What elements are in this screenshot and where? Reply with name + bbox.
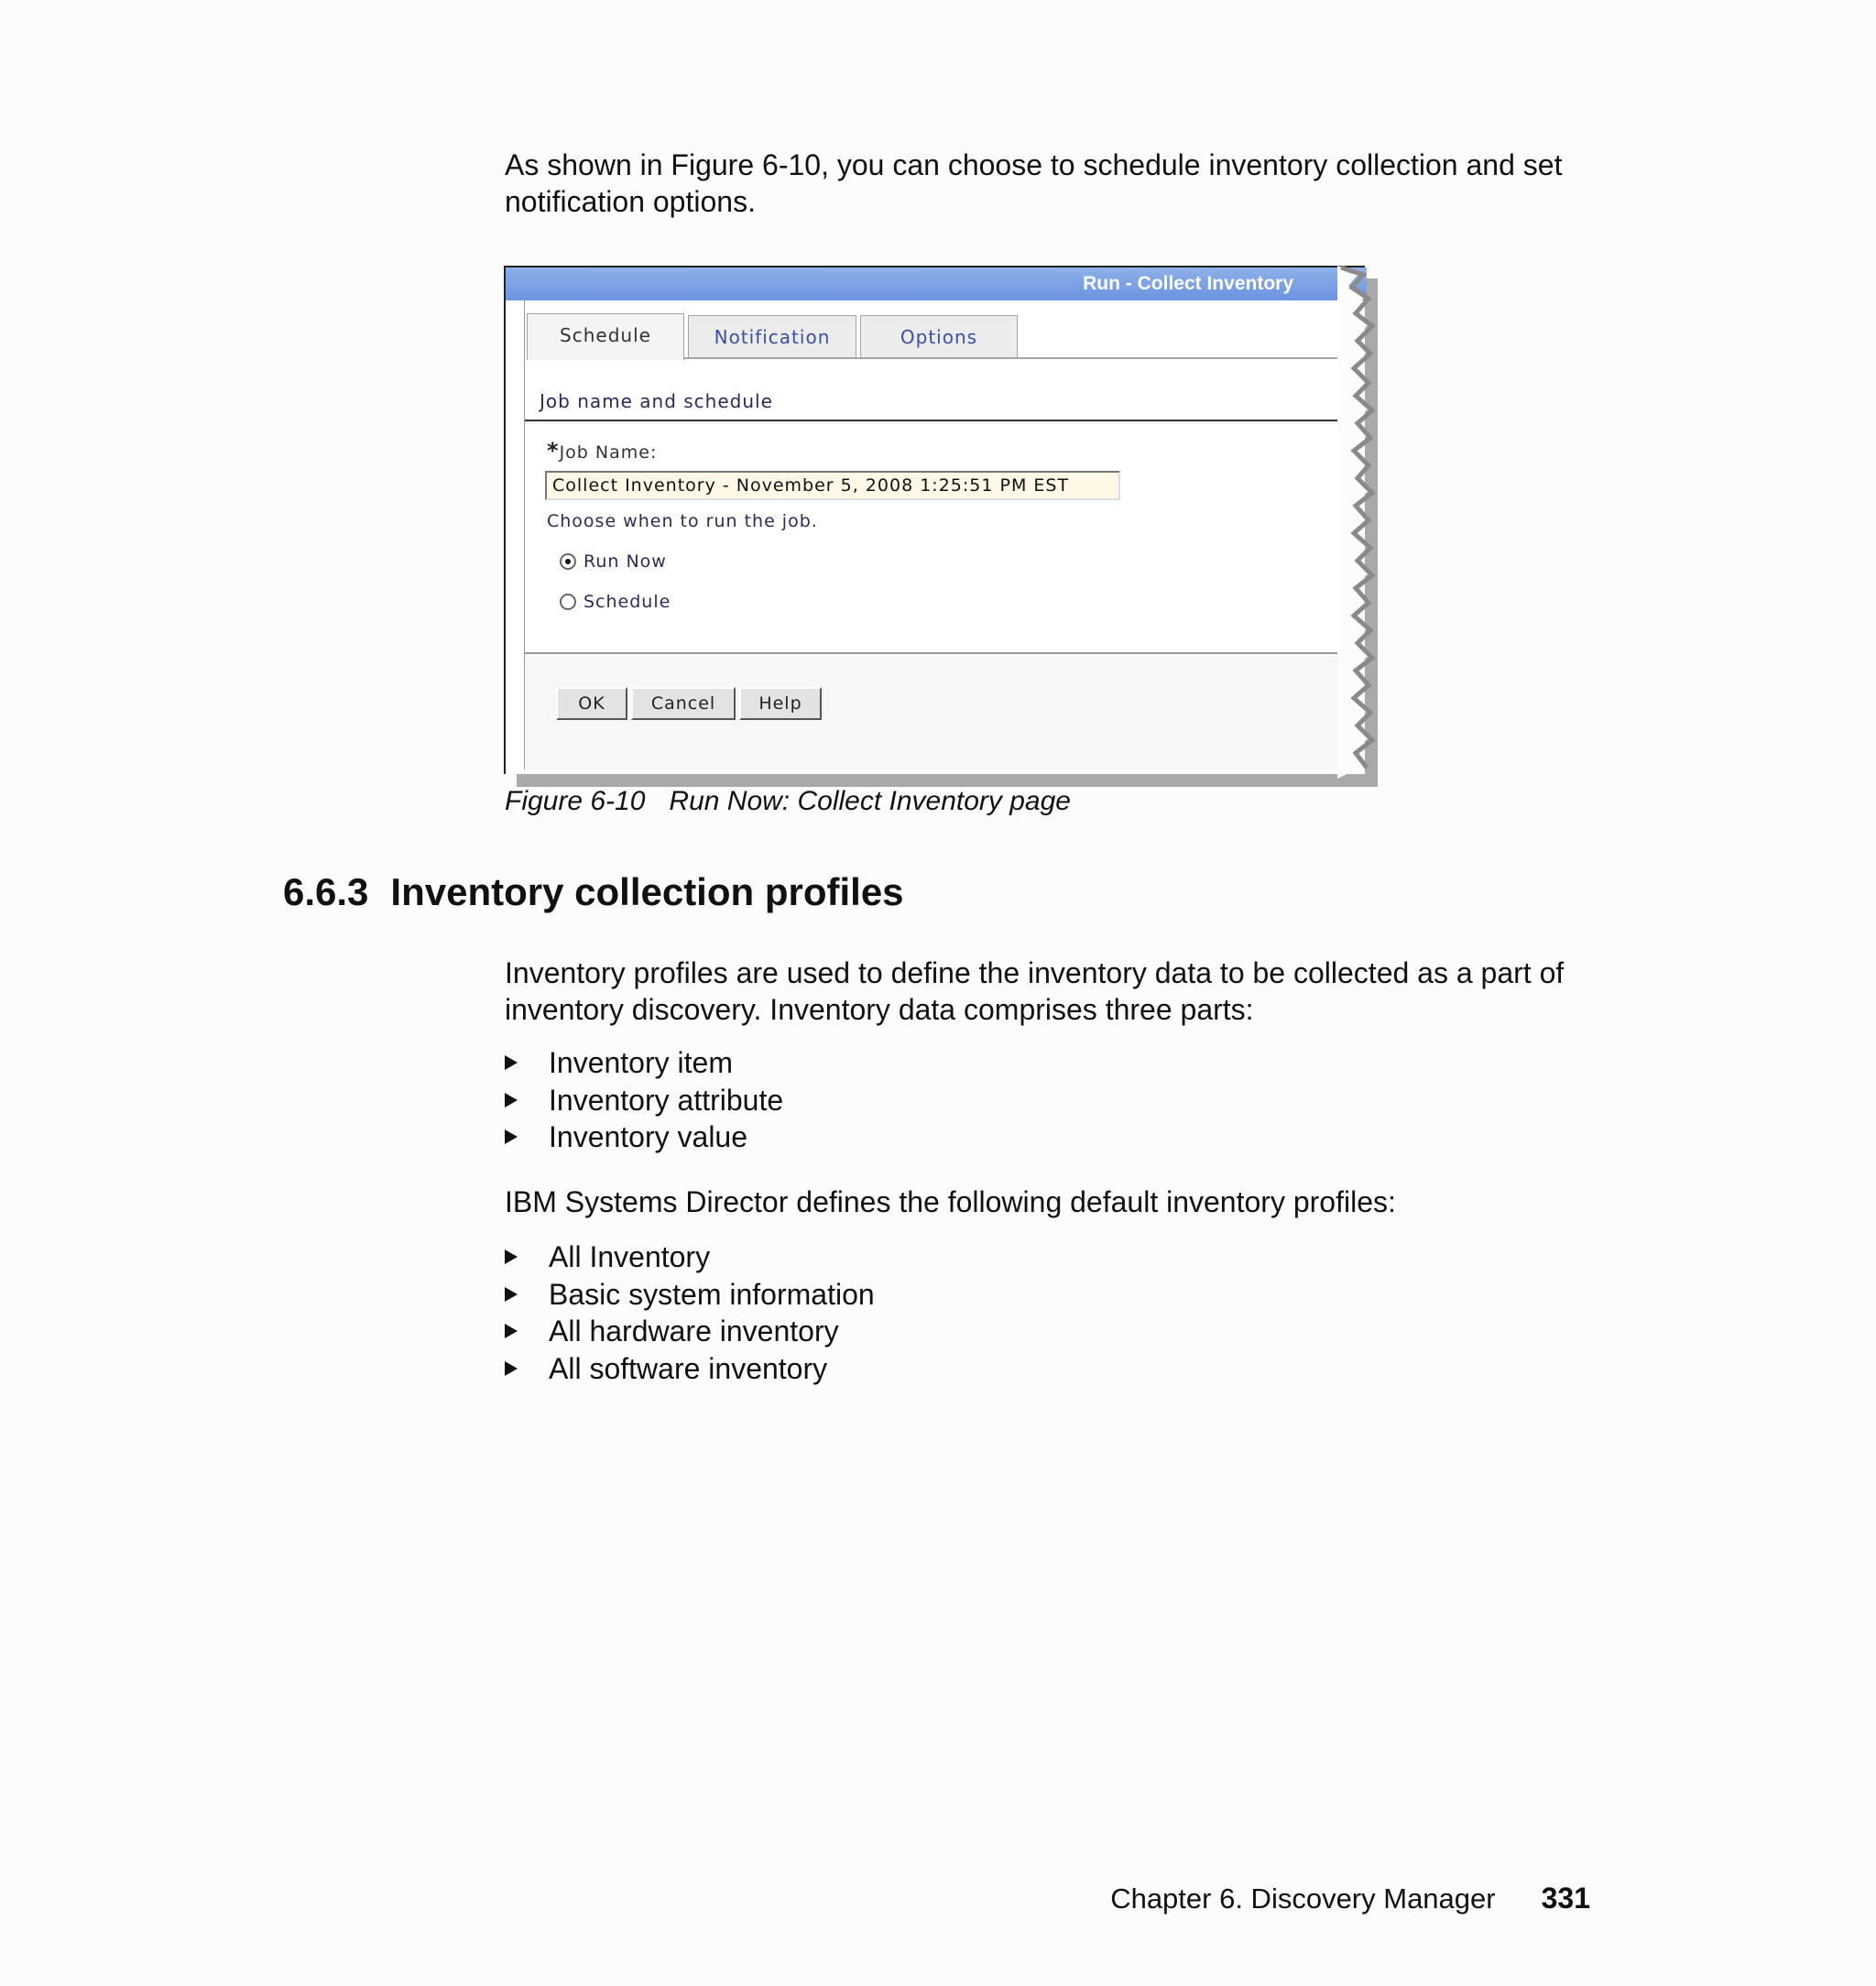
bullet-triangle-icon: [505, 1093, 518, 1108]
job-name-label-text: Job Name:: [559, 442, 658, 463]
list-item: [505, 1239, 875, 1276]
tab-divider: [684, 357, 1349, 359]
tab-notification[interactable]: Notification: [688, 315, 856, 358]
list-item: [505, 1350, 875, 1388]
run-now-radio[interactable]: [560, 553, 576, 570]
list-item-text: All Inventory: [549, 1240, 711, 1273]
bullet-triangle-icon: [505, 1129, 518, 1144]
schedule-label: Schedule: [584, 592, 671, 612]
list-item: [505, 1082, 783, 1119]
collect-inventory-dialog-figure: [504, 266, 1365, 774]
page-footer: [1110, 1882, 1590, 1915]
schedule-radio[interactable]: [560, 594, 576, 610]
list-item: [505, 1044, 783, 1082]
bullet-triangle-icon: [505, 1361, 518, 1376]
dialog-titlebar: [506, 267, 1367, 300]
section-heading: [283, 870, 904, 914]
chapter-title: Chapter 6. Discovery Manager: [1110, 1882, 1496, 1915]
section-divider: [525, 420, 1349, 421]
list-item-text: Inventory attribute: [549, 1083, 784, 1117]
list-item-text: Inventory item: [549, 1046, 733, 1079]
schedule-option[interactable]: [560, 592, 671, 612]
intro-paragraph: As shown in Figure 6-10, you can choose to schedule inventory collection and set notification options.: [505, 148, 1563, 218]
section-heading-text: Inventory collection profiles: [390, 870, 904, 913]
bullet-triangle-icon: [505, 1055, 518, 1070]
section-title: Job name and schedule: [540, 390, 773, 412]
tab-schedule[interactable]: Schedule: [527, 313, 684, 360]
dialog-content: [524, 300, 1349, 769]
button-bar: [525, 652, 1349, 769]
job-name-label: [547, 438, 657, 464]
list-item: [505, 1276, 875, 1314]
cancel-button[interactable]: Cancel: [631, 687, 736, 720]
run-now-label: Run Now: [584, 551, 667, 572]
list-item-text: Basic system information: [549, 1277, 875, 1311]
list-item: [505, 1313, 875, 1350]
bullet-triangle-icon: [505, 1287, 518, 1302]
list-item-text: All hardware inventory: [549, 1315, 839, 1348]
choose-when-text: Choose when to run the job.: [547, 511, 818, 531]
job-name-input[interactable]: [545, 471, 1120, 500]
list-item-text: All software inventory: [549, 1351, 828, 1385]
bullet-triangle-icon: [505, 1249, 518, 1264]
page-number: 331: [1541, 1882, 1590, 1915]
help-button[interactable]: Help: [739, 687, 822, 720]
section-number: 6.6.3: [283, 870, 369, 913]
dialog-title: Run - Collect Inventory: [1083, 273, 1293, 294]
ok-button[interactable]: OK: [556, 687, 627, 720]
bullet-triangle-icon: [505, 1324, 518, 1338]
list-item: [505, 1118, 783, 1156]
default-profiles-paragraph: IBM Systems Director defines the following default inventory profiles:: [505, 1185, 1396, 1218]
figure-number: Figure 6-10: [505, 786, 646, 816]
figure-caption: [505, 786, 1071, 817]
tab-options[interactable]: Options: [860, 315, 1018, 358]
default-profiles-list: [505, 1239, 875, 1387]
torn-edge-decoration: [1337, 266, 1383, 779]
profiles-paragraph: Inventory profiles are used to define the inventory data to be collected as a part of inventory discovery. Inventory data comprises three parts:: [505, 956, 1565, 1026]
required-marker: *: [547, 438, 560, 464]
dialog-window: [504, 266, 1365, 774]
inventory-parts-list: [505, 1044, 783, 1156]
list-item-text: Inventory value: [549, 1120, 748, 1153]
figure-caption-text: Run Now: Collect Inventory page: [669, 786, 1071, 816]
run-now-option[interactable]: [560, 551, 667, 572]
